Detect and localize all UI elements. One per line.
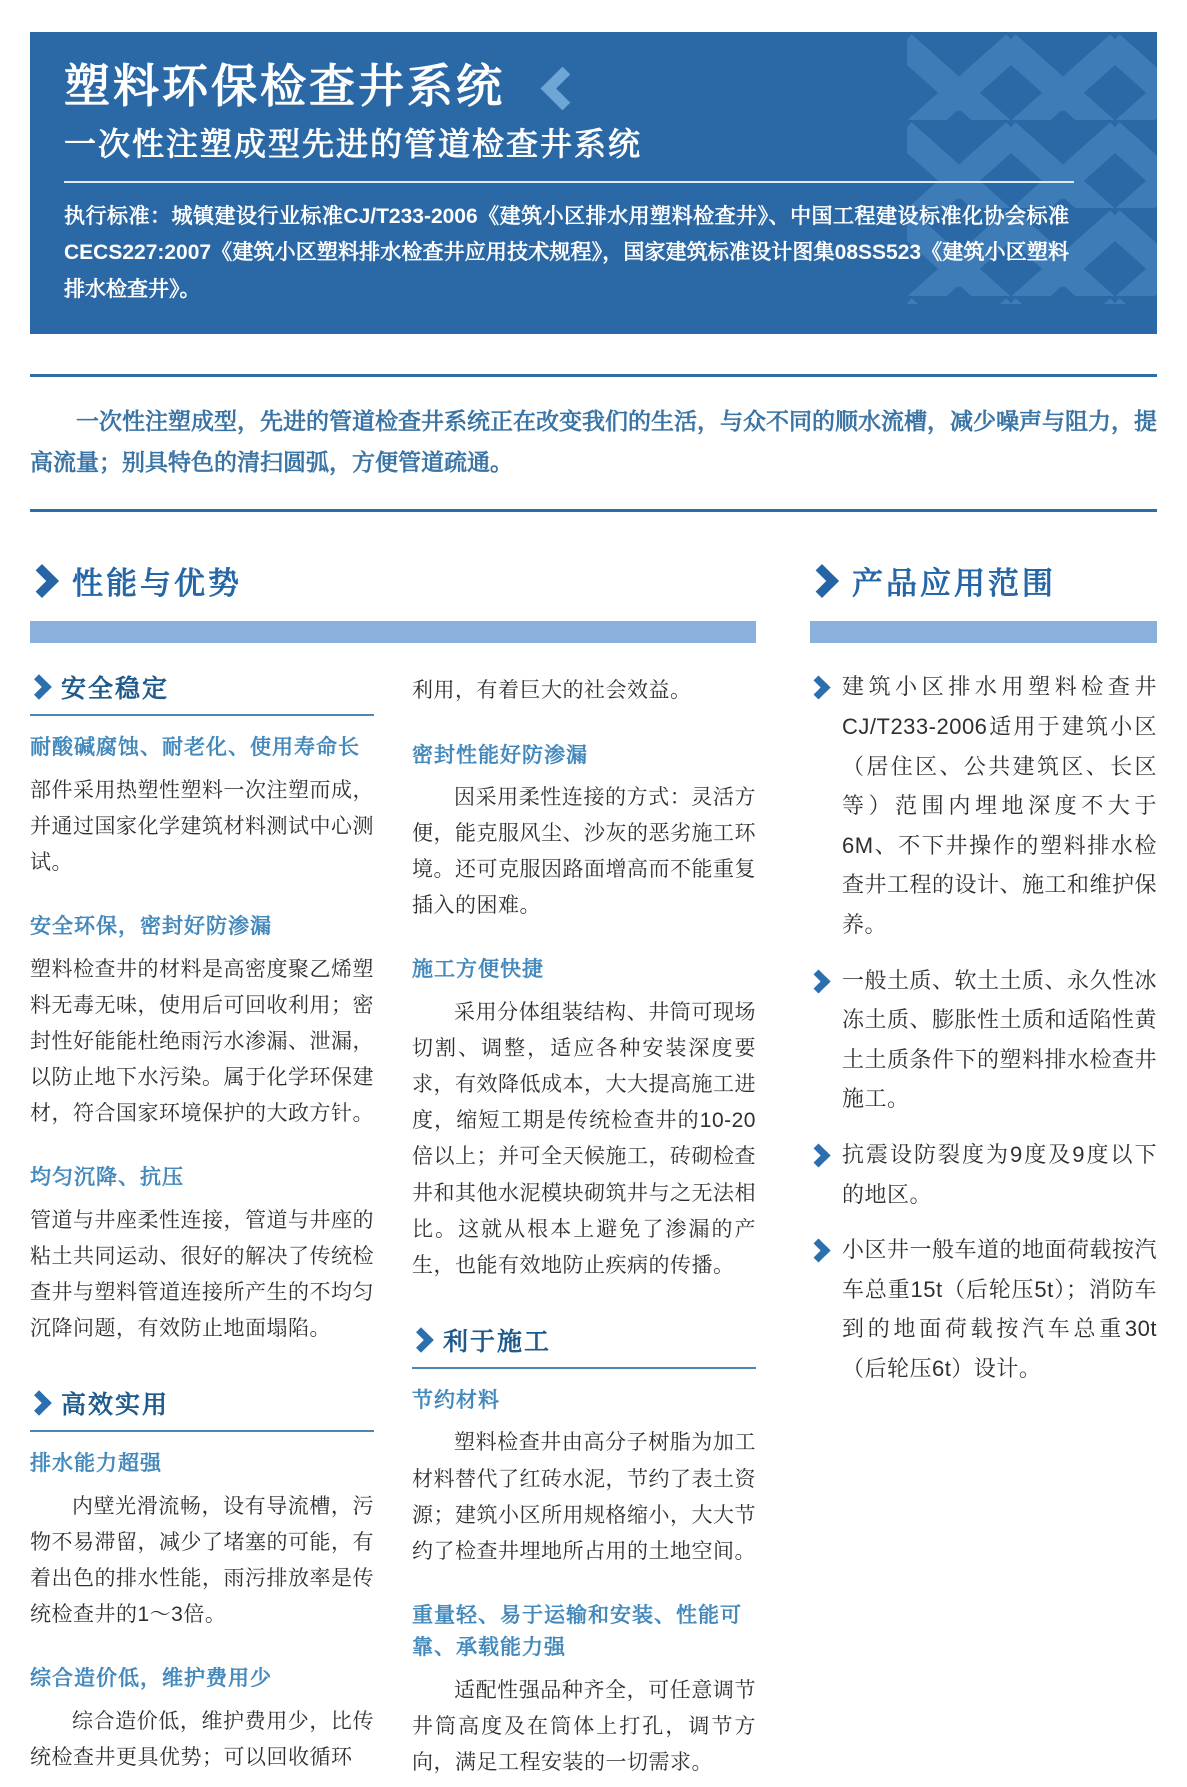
bullet-text: 抗震设防裂度为9度及9度以下的地区。 — [842, 1141, 1157, 1207]
application-bullet — [810, 667, 1157, 944]
feature-heading: 安全环保，密封好防渗漏 — [30, 915, 272, 939]
application-section-bar — [810, 621, 1157, 643]
performance-section-title: 性能与优势 — [72, 566, 242, 602]
left-angle-bracket-icon — [541, 67, 585, 111]
feature-heading: 耐酸碱腐蚀、耐老化、使用寿命长 — [30, 736, 360, 760]
chevron-right-icon — [806, 1239, 830, 1263]
chevron-right-icon — [408, 1327, 433, 1352]
chevron-right-icon — [806, 969, 830, 993]
subsection-header — [30, 1385, 374, 1432]
body-paragraph: 管道与井座柔性连接，管道与井座的粘土共同运动、很好的解决了传统检查井与塑料管道连接所产生的不均匀沉降问题，有效防止地面塌陷。 — [30, 1208, 374, 1341]
application-section-header — [810, 558, 1157, 603]
subsection-title: 利于施工 — [443, 1327, 552, 1356]
application-section-title: 产品应用范围 — [852, 566, 1056, 602]
intro-bottom-rule — [30, 509, 1157, 512]
bullet-text: 小区井一般车道的地面荷载按汽车总重15t（后轮压5t）；消防车到的地面荷载按汽车总重30t（后轮压6t）设计。 — [842, 1237, 1158, 1381]
main-content — [30, 558, 1157, 1787]
performance-column-2 — [412, 667, 756, 1787]
feature-heading: 综合造价低，维护费用少 — [30, 1667, 272, 1691]
feature-heading: 均匀沉降、抗压 — [30, 1166, 184, 1190]
page-subtitle: 一次性注塑成型先进的管道检查井系统 — [64, 125, 643, 162]
body-paragraph: 部件采用热塑性塑料一次注塑而成，并通过国家化学建筑材料测试中心测试。 — [30, 778, 374, 875]
section-performance — [30, 558, 756, 1787]
subsection-title: 高效实用 — [61, 1391, 170, 1420]
bullet-text: 一般土质、软土土质、永久性冰冻土质、膨胀性土质和适陷性黄土土质条件下的塑料排水检查井施工。 — [842, 967, 1158, 1112]
application-bullet — [810, 961, 1157, 1119]
body-paragraph: 适配性强品种齐全，可任意调节井筒高度及在筒体上打孔，调节方向，满足工程安装的一切需求。 — [412, 1678, 756, 1775]
chevron-right-icon — [26, 1391, 51, 1416]
subsection-header — [30, 669, 374, 716]
performance-section-bar — [30, 621, 756, 643]
feature-heading: 排水能力超强 — [30, 1452, 162, 1476]
body-paragraph: 利用，有着巨大的社会效益。 — [412, 679, 692, 703]
body-paragraph: 塑料检查井的材料是高密度聚乙烯塑料无毒无味，使用后可回收利用；密封性好能能杜绝雨污水渗漏、泄漏，以防止地下水污染。属于化学环保建材，符合国家环境保护的大政方针。 — [30, 957, 374, 1126]
intro-paragraph: 一次性注塑成型，先进的管道检查井系统正在改变我们的生活，与众不同的顺水流槽，减少噪声与阻力，提高流量；别具特色的清扫圆弧，方便管道疏通。 — [30, 407, 1157, 475]
chevron-right-icon — [26, 675, 51, 700]
chevron-right-icon — [25, 564, 59, 598]
body-paragraph: 采用分体组装结构、井筒可现场切割、调整，适应各种安装深度要求，有效降低成本，大大提高施工进度，缩短工期是传统检查井的10-20倍以上；并可全天候施工，砖砌检查井和其他水泥模块砌筑井与之无法相比。这就从根本上避免了渗漏的产生，也能有效地防止疾病的传播。 — [412, 1001, 756, 1277]
performance-column-1 — [30, 667, 374, 1787]
feature-heading: 密封性能好防渗漏 — [412, 743, 588, 767]
subsection-header — [412, 1322, 756, 1369]
application-bullet — [810, 1230, 1157, 1388]
body-paragraph: 因采用柔性连接的方式：灵活方便，能克服风尘、沙灰的恶劣施工环境。还可克服因路面增高而不能重复插入的困难。 — [412, 786, 756, 918]
application-bullet-list — [810, 667, 1157, 1388]
standards-text: 执行标准：城镇建设行业标准CJ/T233-2006《建筑小区排水用塑料检查井》、中国工程建设标准化协会标准CECS227:2007《建筑小区塑料排水检查井应用技术规程》，国家建筑标准设计图集08SS523《建筑小区塑料排水检查井》。 — [64, 205, 1069, 301]
chevron-right-icon — [805, 564, 839, 598]
chevron-right-icon — [806, 1143, 830, 1167]
section-application — [810, 558, 1157, 1404]
feature-heading: 施工方便快捷 — [412, 958, 544, 982]
body-paragraph: 内壁光滑流畅，设有导流槽，污物不易滞留，减少了堵塞的可能，有着出色的排水性能，雨污排放率是传统检查井的1～3倍。 — [30, 1494, 374, 1627]
header-banner — [30, 32, 1157, 334]
performance-columns — [30, 667, 756, 1787]
body-paragraph: 综合造价低，维护费用少，比传统检查井更具优势；可以回收循环 — [30, 1709, 374, 1769]
banner-divider — [64, 181, 1074, 183]
body-paragraph: 塑料检查井由高分子树脂为加工材料替代了红砖水泥，节约了表土资源；建筑小区所用规格缩小，大大节约了检查井埋地所占用的土地空间。 — [412, 1431, 756, 1563]
feature-heading: 节约材料 — [412, 1388, 500, 1412]
page-title: 塑料环保检查井系统 — [64, 60, 505, 112]
chevron-right-icon — [806, 676, 830, 700]
feature-heading: 重量轻、易于运输和安装、性能可靠、承载能力强 — [412, 1603, 742, 1660]
bullet-text: 建筑小区排水用塑料检查井CJ/T233-2006适用于建筑小区（居住区、公共建筑区、长区等）范围内埋地深度不大于6M、不下井操作的塑料排水检查井工程的设计、施工和维护保养。 — [842, 674, 1158, 937]
performance-section-header — [30, 558, 756, 603]
application-bullet — [810, 1135, 1157, 1214]
subsection-title: 安全稳定 — [61, 675, 170, 704]
